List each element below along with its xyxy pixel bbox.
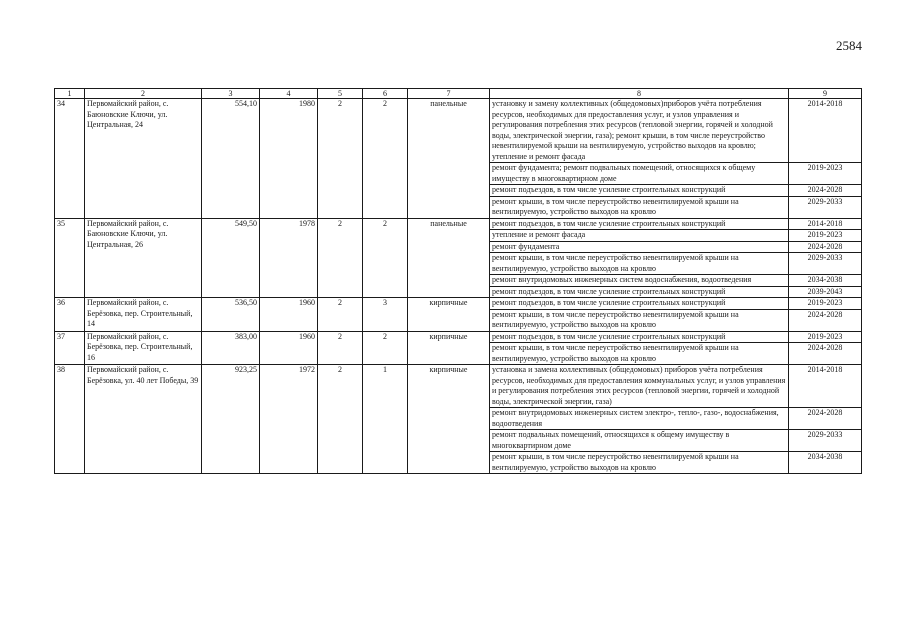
table-row: [55, 99, 862, 163]
repair-period: 2024-2028: [789, 408, 862, 430]
building-area: 554,10: [202, 99, 260, 219]
repair-period: 2014-2018: [789, 365, 862, 408]
repair-work: установка и замена коллективных (общедомовых) приборов учёта потребления ресурсов, необходимых для предоставления коммунальных услуг, и узлов управления и регулирования потребления этих ресурсов (тепловой энергии, горячей и холодной воды, электрической энергии, газа): [490, 365, 789, 408]
floor-count: 2: [318, 331, 363, 365]
entrance-count: 2: [363, 99, 408, 219]
table-row: [55, 298, 862, 310]
entrance-count: 2: [363, 331, 408, 365]
repair-schedule-table: [54, 88, 862, 474]
construction-year: 1980: [260, 99, 318, 219]
table-row: [55, 365, 862, 408]
header-cell: 7: [408, 89, 490, 99]
header-cell: 9: [789, 89, 862, 99]
header-cell: 8: [490, 89, 789, 99]
construction-year: 1960: [260, 298, 318, 332]
table-row: [55, 218, 862, 230]
header-cell: 1: [55, 89, 85, 99]
building-address: Первомайский район, с. Берёзовка, пер. Строительный, 14: [85, 298, 202, 332]
repair-period: 2019-2023: [789, 230, 862, 242]
repair-work: ремонт подъездов, в том числе усиление строительных конструкций: [490, 286, 789, 298]
repair-period: 2039-2043: [789, 286, 862, 298]
repair-work: установку и замену коллективных (общедомовых)приборов учёта потребления ресурсов, необходимых для предоставления услуг, и узлов управления и регулирования потребления этих ресурсов (тепловой энергии, горячей и холодной воды, электрической энергии, газа); ремонт крыши, в том числе переустройство невентилируемой крыши на вентилируемую, устройство выходов на кровлю; утепление и ремонт фасада: [490, 99, 789, 163]
header-cell: 5: [318, 89, 363, 99]
repair-period: 2029-2033: [789, 253, 862, 275]
repair-work: ремонт фундамента; ремонт подвальных помещений, относящихся к общему имуществу в многоквартирном доме: [490, 163, 789, 185]
building-number: 38: [55, 365, 85, 474]
repair-work: ремонт подъездов, в том числе усиление строительных конструкций: [490, 298, 789, 310]
repair-work: утепление и ремонт фасада: [490, 230, 789, 242]
floor-count: 2: [318, 99, 363, 219]
header-cell: 2: [85, 89, 202, 99]
repair-period: 2024-2028: [789, 343, 862, 365]
repair-period: 2029-2033: [789, 196, 862, 218]
building-area: 923,25: [202, 365, 260, 474]
header-cell: 4: [260, 89, 318, 99]
entrance-count: 2: [363, 218, 408, 298]
building-address: Первомайский район, с. Берёзовка, пер. Строительный, 16: [85, 331, 202, 365]
repair-period: 2014-2018: [789, 99, 862, 163]
construction-year: 1960: [260, 331, 318, 365]
repair-work: ремонт крыши, в том числе переустройство невентилируемой крыши на вентилируемую, устройство выходов на кровлю: [490, 309, 789, 331]
wall-material: кирпичные: [408, 331, 490, 365]
repair-work: ремонт подъездов, в том числе усиление строительных конструкций: [490, 331, 789, 343]
building-number: 35: [55, 218, 85, 298]
table-body: [55, 89, 862, 474]
floor-count: 2: [318, 365, 363, 474]
building-number: 34: [55, 99, 85, 219]
repair-period: 2019-2023: [789, 298, 862, 310]
repair-period: 2024-2028: [789, 241, 862, 253]
repair-period: 2019-2023: [789, 331, 862, 343]
header-cell: 6: [363, 89, 408, 99]
entrance-count: 1: [363, 365, 408, 474]
repair-work: ремонт фундамента: [490, 241, 789, 253]
construction-year: 1972: [260, 365, 318, 474]
repair-period: 2034-2038: [789, 275, 862, 287]
wall-material: панельные: [408, 99, 490, 219]
repair-period: 2029-2033: [789, 430, 862, 452]
entrance-count: 3: [363, 298, 408, 332]
repair-work: ремонт подъездов, в том числе усиление строительных конструкций: [490, 218, 789, 230]
repair-work: ремонт внутридомовых инженерных систем водоснабжения, водоотведения: [490, 275, 789, 287]
repair-period: 2024-2028: [789, 309, 862, 331]
floor-count: 2: [318, 298, 363, 332]
building-address: Первомайский район, с. Берёзовка, ул. 40 лет Победы, 39: [85, 365, 202, 474]
building-number: 37: [55, 331, 85, 365]
repair-period: 2019-2023: [789, 163, 862, 185]
construction-year: 1978: [260, 218, 318, 298]
table-header-row: [55, 89, 862, 99]
repair-work: ремонт внутридомовых инженерных систем электро-, тепло-, газо-, водоснабжения, водоотведения: [490, 408, 789, 430]
building-address: Первомайский район, с. Баюновские Ключи, ул. Центральная, 24: [85, 99, 202, 219]
building-area: 536,50: [202, 298, 260, 332]
building-address: Первомайский район, с. Баюновские Ключи, ул. Центральная, 26: [85, 218, 202, 298]
repair-work: ремонт крыши, в том числе переустройство невентилируемой крыши на вентилируемую, устройство выходов на кровлю: [490, 253, 789, 275]
repair-period: 2034-2038: [789, 452, 862, 474]
repair-period: 2024-2028: [789, 185, 862, 197]
header-cell: 3: [202, 89, 260, 99]
table-row: [55, 331, 862, 343]
repair-work: ремонт крыши, в том числе переустройство невентилируемой крыши на вентилируемую, устройство выходов на кровлю: [490, 196, 789, 218]
building-area: 383,00: [202, 331, 260, 365]
building-number: 36: [55, 298, 85, 332]
repair-work: ремонт крыши, в том числе переустройство невентилируемой крыши на вентилируемую, устройство выходов на кровлю: [490, 343, 789, 365]
repair-period: 2014-2018: [789, 218, 862, 230]
repair-work: ремонт подвальных помещений, относящихся к общему имуществу в многоквартирном доме: [490, 430, 789, 452]
wall-material: панельные: [408, 218, 490, 298]
repair-work: ремонт крыши, в том числе переустройство невентилируемой крыши на вентилируемую, устройство выходов на кровлю: [490, 452, 789, 474]
wall-material: кирпичные: [408, 365, 490, 474]
repair-work: ремонт подъездов, в том числе усиление строительных конструкций: [490, 185, 789, 197]
floor-count: 2: [318, 218, 363, 298]
page-number: 2584: [836, 38, 862, 53]
building-area: 549,50: [202, 218, 260, 298]
wall-material: кирпичные: [408, 298, 490, 332]
